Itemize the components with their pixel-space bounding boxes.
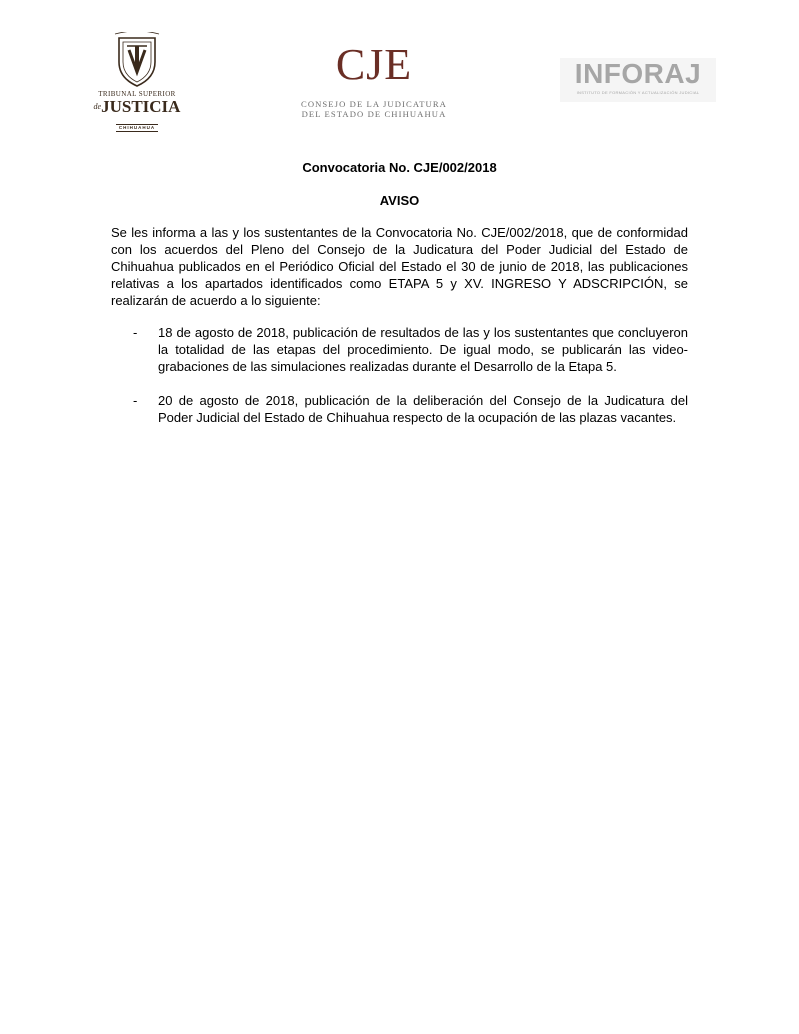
list-item: [111, 324, 688, 375]
cje-subtitle-1: CONSEJO DE LA JUDICATURA: [300, 99, 447, 109]
schedule-list: [111, 324, 688, 443]
tribunal-superior-logo: [93, 32, 181, 130]
list-item-text: 18 de agosto de 2018, publicación de resultados de las y los sustentantes que concluyeron la totalidad de las etapas del procedimiento. De igual modo, se publicarán las video-grabaciones de las simulaciones realizadas durante el Desarrollo de la Etapa 5.: [158, 325, 688, 374]
tribunal-justicia: JUSTICIA: [101, 97, 181, 116]
intro-paragraph: Se les informa a las y los sustentantes de la Convocatoria No. CJE/002/2018, que de conformidad con los acuerdos del Pleno del Consejo de la Judicatura del Poder Judicial del Estado de Chihuahua publicados en el Periódico Oficial del Estado el 30 de junio de 2018, las publicaciones relativas a los apartados identificados como ETAPA 5 y XV. INGRESO Y ADSCRIPCIÓN, se realizarán de acuerdo a lo siguiente:: [111, 225, 688, 308]
inforaj-mark: INFORAJ: [574, 58, 702, 89]
document-title: Convocatoria No. CJE/002/2018: [302, 160, 497, 175]
cje-mark: CJE: [335, 40, 413, 89]
list-item-text: 20 de agosto de 2018, publicación de la deliberación del Consejo de la Judicatura del Poder Judicial del Estado de Chihuahua respecto de la ocupación de las plazas vacantes.: [158, 393, 688, 425]
list-dash: -: [133, 325, 138, 340]
cje-logo: [296, 40, 452, 119]
tribunal-shield-emblem: [111, 32, 163, 88]
inforaj-logo: [560, 58, 716, 102]
list-dash: -: [133, 393, 138, 408]
cje-subtitle-2: DEL ESTADO DE CHIHUAHUA: [301, 109, 447, 119]
tribunal-prefix: de: [93, 102, 102, 111]
inforaj-subtitle: INSTITUTO DE FORMACIÓN Y ACTUALIZACIÓN JUDICIAL: [576, 90, 700, 95]
document-heading: AVISO: [379, 193, 420, 208]
tribunal-line2: [93, 98, 181, 116]
list-item: [111, 392, 688, 426]
tribunal-line1: TRIBUNAL SUPERIOR: [98, 90, 176, 98]
tribunal-line3: CHIHUAHUA: [116, 124, 158, 132]
